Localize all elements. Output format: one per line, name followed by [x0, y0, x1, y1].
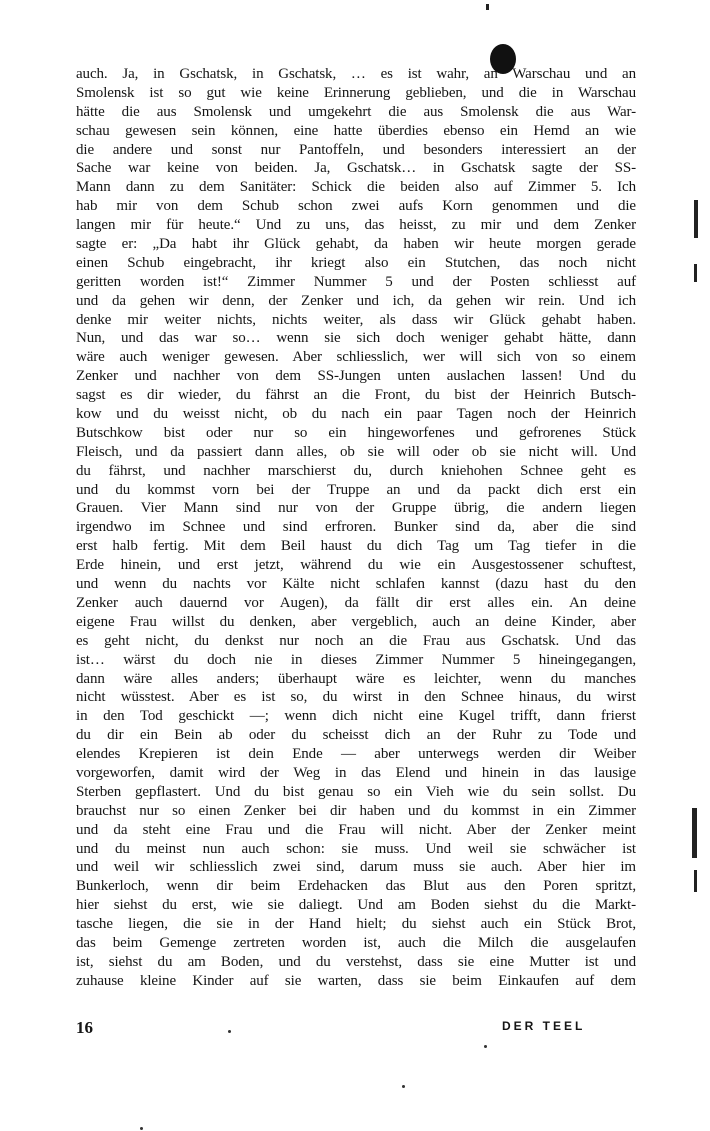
text-line: es geht nicht, du denkst nur noch an die Frau aus Gschatsk. Und das — [76, 632, 636, 649]
text-line: Mann dann zu dem Sanitäter: Schick die beiden also auf Zimmer 5. Ich — [76, 179, 636, 196]
text-line: auch. Ja, in Gschatsk, in Gschatsk, … es ist wahr, an Warschau und an — [76, 66, 636, 82]
speck — [402, 1085, 405, 1088]
text-line: Sache war keine von beiden. Ja, Gschatsk… in Gschatsk sagte der SS- — [76, 160, 636, 177]
speck — [484, 1045, 487, 1048]
text-line: und du meinst nun auch schon: sie muss. Und weil sie schwächer ist — [76, 840, 636, 857]
text-line: ist, siehst du am Boden, und du verstehst, dass sie eine Mutter ist und — [76, 953, 636, 970]
text-line: denke mir weiter nichts, nichts weiter, als dass wir Glück gehabt haben. — [76, 311, 636, 328]
text-line: geritten worden ist!“ Zimmer Nummer 5 und der Posten schliesst auf — [76, 273, 636, 290]
text-line: Zenker und nachher von dem SS-Jungen unten auslachen lassen! Und du — [76, 368, 636, 385]
margin-mark — [694, 870, 697, 892]
text-line: sagst es dir wieder, du fährst an die Front, du bist der Heinrich Butsch- — [76, 387, 636, 404]
text-line: elendes Krepieren ist dein Ende — aber unterwegs werden dir Weiber — [76, 746, 636, 763]
text-line: langen mir für heute.“ Und zu uns, das heisst, zu mir und dem Zenker — [76, 217, 636, 234]
margin-mark — [486, 4, 489, 10]
text-line: Nun, und das war so… wenn sie sich doch weniger gehabt hätte, dann — [76, 330, 636, 347]
text-line: tasche liegen, die sie in der Hand hielt; du siehst auch ein Stück Brot, — [76, 916, 636, 933]
margin-mark — [694, 200, 698, 238]
text-line: ist… wärst du doch nie in dieses Zimmer Nummer 5 hineingegangen, — [76, 651, 636, 668]
signature-mark: DER TEEL — [502, 1019, 586, 1033]
body-text — [76, 65, 636, 991]
text-line: und da steht eine Frau und die Frau will nicht. Aber der Zenker meint — [76, 821, 636, 838]
text-line: Erde hinein, und erst jetzt, während du wie ein Ausgestossener schuftest, — [76, 557, 636, 574]
text-line: kow und du weisst nicht, ob du nach ein paar Tagen noch der Heinrich — [76, 406, 636, 423]
text-line: Grauen. Vier Mann sind nur von der Gruppe übrig, die andern liegen — [76, 500, 636, 517]
text-line: das beim Gemenge zertreten worden ist, auch die Milch die ausgelaufen — [76, 934, 636, 951]
text-line: Zenker auch dauernd vor Augen), da fällt dir erst alles ein. An deine — [76, 594, 636, 611]
text-line: Sterben gepflastert. Und du bist genau so ein Vieh wie du sein sollst. Du — [76, 783, 636, 800]
text-line: zuhause kleine Kinder auf sie warten, dass sie beim Einkaufen auf dem — [76, 972, 636, 989]
text-line: hätte die aus Smolensk und umgekehrt die aus Smolensk die aus War- — [76, 103, 636, 120]
text-line: Butschkow bist oder nur so ein hingeworfenes und gefrorenes Stück — [76, 424, 636, 441]
text-line: hab mir von dem Schub schon zwei aufs Korn genommen und die — [76, 198, 636, 215]
margin-mark — [694, 264, 697, 282]
text-line: du dir ein Bein ab oder du scheisst dich an der Ruhr zu Tode und — [76, 727, 636, 744]
text-line: und weil wir schliesslich zwei sind, darum muss sie auch. Aber hier im — [76, 859, 636, 876]
text-line: du fährst, und nachher marschierst du, durch kniehohen Schnee geht es — [76, 462, 636, 479]
text-line: die andere und sonst nur Pantoffeln, und besonders interessiert an der — [76, 141, 636, 158]
text-line: Smolensk ist so gut wie keine Erinnerung geblieben, und die in Warschau — [76, 84, 636, 101]
text-line: dann wäre alles anders; überhaupt wäre es leichter, wenn du manches — [76, 670, 636, 687]
text-line: einen Schub eingebracht, ihr kriegt also ein Stutchen, das noch nicht — [76, 254, 636, 271]
text-line: wäre auch weniger gewesen. Aber schliesslich, wer will sich von so einem — [76, 349, 636, 366]
text-line: erst halb fertig. Mit dem Beil haust du dich Tag um Tag tiefer in die — [76, 538, 636, 555]
text-line: nicht wüsstest. Aber es ist so, du wirst in den Schnee hinaus, du wirst — [76, 689, 636, 706]
text-line: Fleisch, und da passiert dann alles, ob sie will oder ob sie nicht will. Und — [76, 443, 636, 460]
text-line: in den Tod geschickt —; wenn dich nicht eine Kugel trifft, dann frierst — [76, 708, 636, 725]
text-line: brauchst nur so einen Zenker bei dir haben und du kommst in ein Zimmer — [76, 802, 636, 819]
text-line: Bunkerloch, wenn dir beim Erdehacken das Blut aus den Poren spritzt, — [76, 878, 636, 895]
text-line: hier siehst du erst, wie sie daliegt. Und am Boden siehst du die Markt- — [76, 897, 636, 914]
text-line: schau gewesen sein können, eine hatte überdies ebenso ein Hemd an wie — [76, 122, 636, 139]
text-line: und wenn du nachts vor Kälte nicht schlafen kannst (dazu hast du den — [76, 576, 636, 593]
margin-mark — [692, 808, 697, 858]
text-line: eigene Frau willst du denken, aber vergeblich, auch an deine Kinder, aber — [76, 613, 636, 630]
text-line: sagte er: „Da habt ihr Glück gehabt, da haben wir heute morgen gerade — [76, 236, 636, 253]
text-line: irgendwo im Schnee und sind erfroren. Bunker sind da, aber die sind — [76, 519, 636, 536]
text-line: und du kommst vorn bei der Truppe an und da packt dich erst ein — [76, 481, 636, 498]
page-number: 16 — [76, 1018, 93, 1037]
speck — [140, 1127, 143, 1130]
text-line: und da gehen wir denn, der Zenker und ich, da gehen wir rein. Und ich — [76, 292, 636, 309]
speck — [228, 1030, 231, 1033]
text-line: vorgeworfen, damit wird der Weg in das Elend und hinein in das lausige — [76, 764, 636, 781]
